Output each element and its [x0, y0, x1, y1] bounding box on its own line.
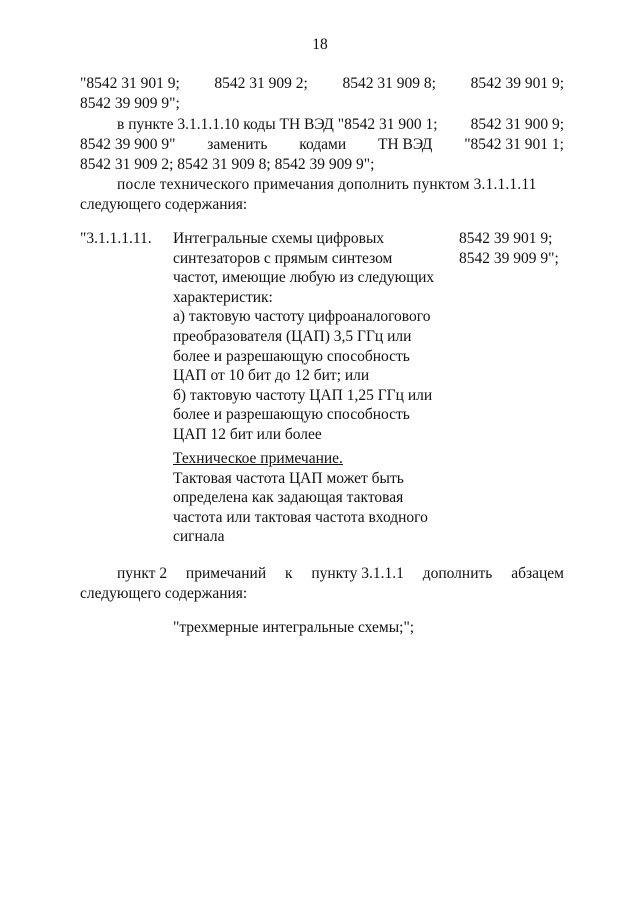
text-segment: заменить — [207, 136, 268, 153]
text-segment: примечаний — [185, 565, 267, 582]
quoted-text: "трехмерные интегральные схемы;"; — [173, 619, 415, 636]
para2-line1 — [117, 115, 564, 135]
text-segment: ТН ВЭД — [377, 136, 433, 153]
text-segment: в пункте 3.1.1.1.10 коды ТН ВЭД "8542 31 900 1; — [117, 116, 438, 133]
item-codes — [459, 229, 559, 268]
text-segment: 8542 39 900 9" — [80, 136, 176, 153]
text-segment: пункту 3.1.1.1 — [311, 565, 404, 582]
text-segment: кодами — [299, 136, 347, 153]
description-line: б) тактовую частоту ЦАП 1,25 ГГц или — [173, 386, 433, 404]
description-line: частот, имеющие любую из следующих — [173, 269, 435, 287]
text-segment: дополнить — [422, 565, 493, 582]
description-line: а) тактовую частоту цифроаналогового — [173, 308, 431, 326]
note-line: Тактовая частота ЦАП может быть — [173, 469, 404, 487]
note-line: определена как задающая тактовая — [173, 489, 404, 507]
description-line: характеристик: — [173, 288, 273, 306]
code-text: "8542 31 901 9; — [80, 75, 180, 92]
description-line: преобразователя (ЦАП) 3,5 ГГц или — [173, 327, 412, 345]
para4-line1 — [117, 564, 564, 584]
para1-line2: 8542 39 909 9"; — [80, 95, 180, 112]
code-text: 8542 31 909 2; — [214, 75, 308, 92]
para3-line1: после технического примечания дополнить пунктом 3.1.1.1.11 — [117, 176, 537, 193]
description-line: ЦАП от 10 бит до 12 бит; или — [173, 367, 370, 385]
para2-line2 — [80, 135, 564, 155]
text-segment: 8542 31 900 9; — [470, 116, 564, 133]
text-segment: "8542 31 901 1; — [464, 136, 564, 153]
para1-line1 — [80, 74, 564, 94]
note-heading: Техническое примечание. — [173, 450, 343, 467]
page-number: 18 — [312, 36, 328, 53]
para2-line3: 8542 31 909 2; 8542 31 909 8; 8542 39 909 9"; — [80, 156, 375, 173]
code-text: 8542 39 901 9; — [470, 75, 564, 92]
item-description — [173, 229, 434, 445]
technical-note — [173, 449, 428, 547]
code-line: 8542 39 901 9; — [459, 230, 553, 247]
description-line: ЦАП 12 бит или более — [173, 425, 322, 443]
para4-line2: следующего содержания: — [80, 585, 248, 602]
para3-line2: следующего содержания: — [80, 196, 248, 213]
item-number: "3.1.1.1.11. — [80, 230, 152, 247]
text-segment: пункт 2 — [117, 565, 168, 582]
description-line: более и разрешающую способность — [173, 347, 410, 365]
note-line: частота или тактовая частота входного — [173, 508, 428, 526]
description-line: Интегральные схемы цифровых — [173, 230, 385, 247]
text-segment: абзацем — [511, 565, 564, 582]
text-segment: к — [284, 565, 293, 582]
code-line: 8542 39 909 9"; — [459, 249, 559, 267]
description-line: более и разрешающую способность — [173, 406, 410, 424]
description-line: синтезаторов с прямым синтезом — [173, 249, 393, 267]
code-text: 8542 31 909 8; — [342, 75, 436, 92]
note-line: сигнала — [173, 528, 225, 546]
